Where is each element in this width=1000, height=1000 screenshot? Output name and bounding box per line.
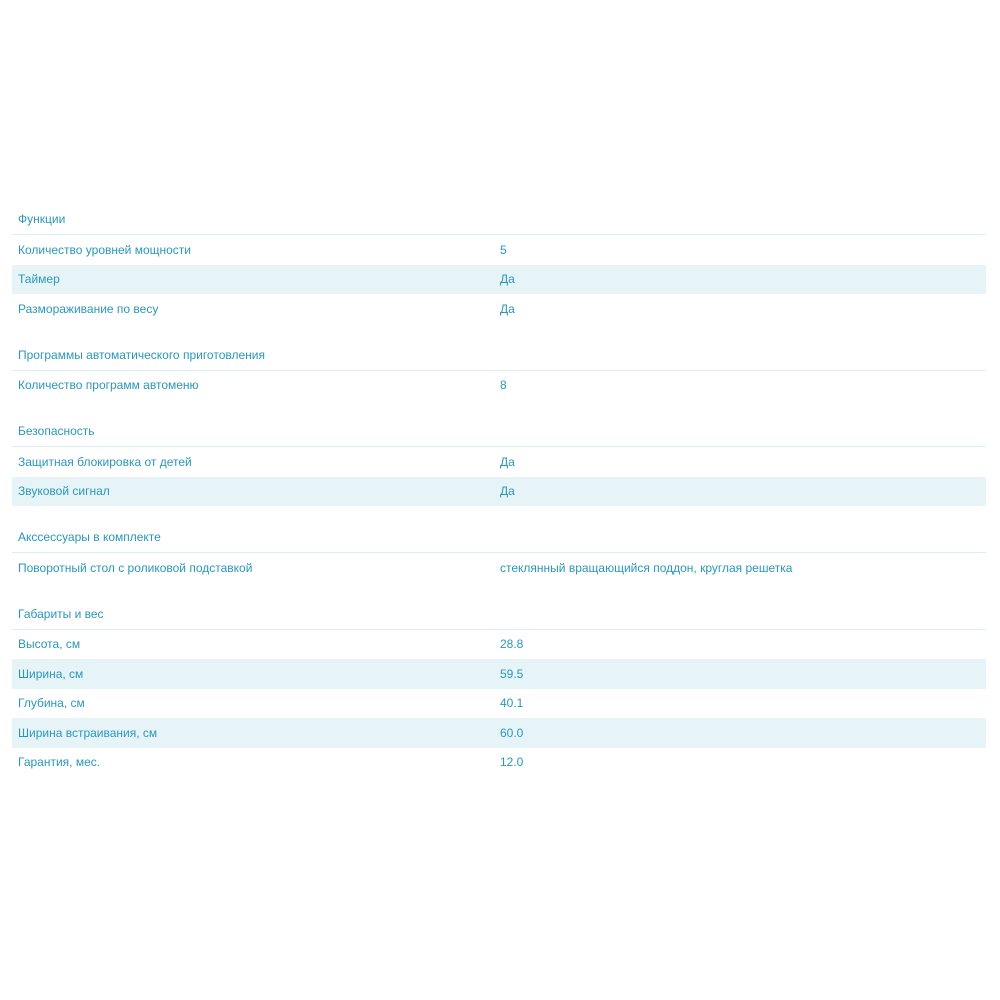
section-title: Акссессуары в комплекте: [12, 522, 986, 553]
spec-label: Ширина встраивания, см: [18, 725, 158, 740]
spec-value: 40.1: [500, 696, 524, 711]
section-title: Безопасность: [12, 416, 986, 447]
spec-label: Гарантия, мес.: [18, 755, 101, 770]
spec-value: 12.0: [500, 755, 524, 770]
spec-row: [12, 748, 986, 778]
spec-label: Поворотный стол с роликовой подставкой: [18, 560, 253, 575]
spec-label: Ширина, см: [18, 666, 84, 681]
spec-row: [12, 718, 986, 748]
section-safety: [12, 416, 986, 506]
spec-label: Таймер: [18, 272, 60, 287]
spec-label: Количество уровней мощности: [18, 242, 191, 257]
spec-value: стеклянный вращающийся поддон, круглая решетка: [500, 560, 793, 575]
section-title: Функции: [12, 204, 986, 235]
spec-row: [12, 294, 986, 324]
section-auto-programs: [12, 340, 986, 401]
section-accessories: [12, 522, 986, 583]
spec-value: Да: [500, 454, 515, 469]
spec-value: Да: [500, 272, 515, 287]
spec-value: Да: [500, 484, 515, 499]
spec-label: Глубина, см: [18, 696, 85, 711]
spec-value: 28.8: [500, 637, 524, 652]
spec-label: Размораживание по весу: [18, 301, 159, 316]
spec-row: [12, 265, 986, 295]
spec-value: 5: [500, 242, 507, 257]
specs-table: [12, 204, 986, 777]
spec-value: Да: [500, 301, 515, 316]
spec-label: Количество программ автоменю: [18, 378, 199, 393]
spec-row: [12, 371, 986, 401]
spec-row: [12, 630, 986, 660]
section-title: Программы автоматического приготовления: [12, 340, 986, 371]
spec-value: 8: [500, 378, 507, 393]
spec-row: [12, 447, 986, 477]
section-dimensions: [12, 599, 986, 778]
spec-label: Звуковой сигнал: [18, 484, 110, 499]
spec-row: [12, 659, 986, 689]
spec-label: Высота, см: [18, 637, 81, 652]
spec-row: [12, 235, 986, 265]
spec-value: 60.0: [500, 725, 524, 740]
spec-row: [12, 553, 986, 583]
spec-row: [12, 689, 986, 719]
section-functions: [12, 204, 986, 324]
spec-row: [12, 477, 986, 507]
section-title: Габариты и вес: [12, 599, 986, 630]
spec-value: 59.5: [500, 666, 524, 681]
spec-label: Защитная блокировка от детей: [18, 454, 192, 469]
